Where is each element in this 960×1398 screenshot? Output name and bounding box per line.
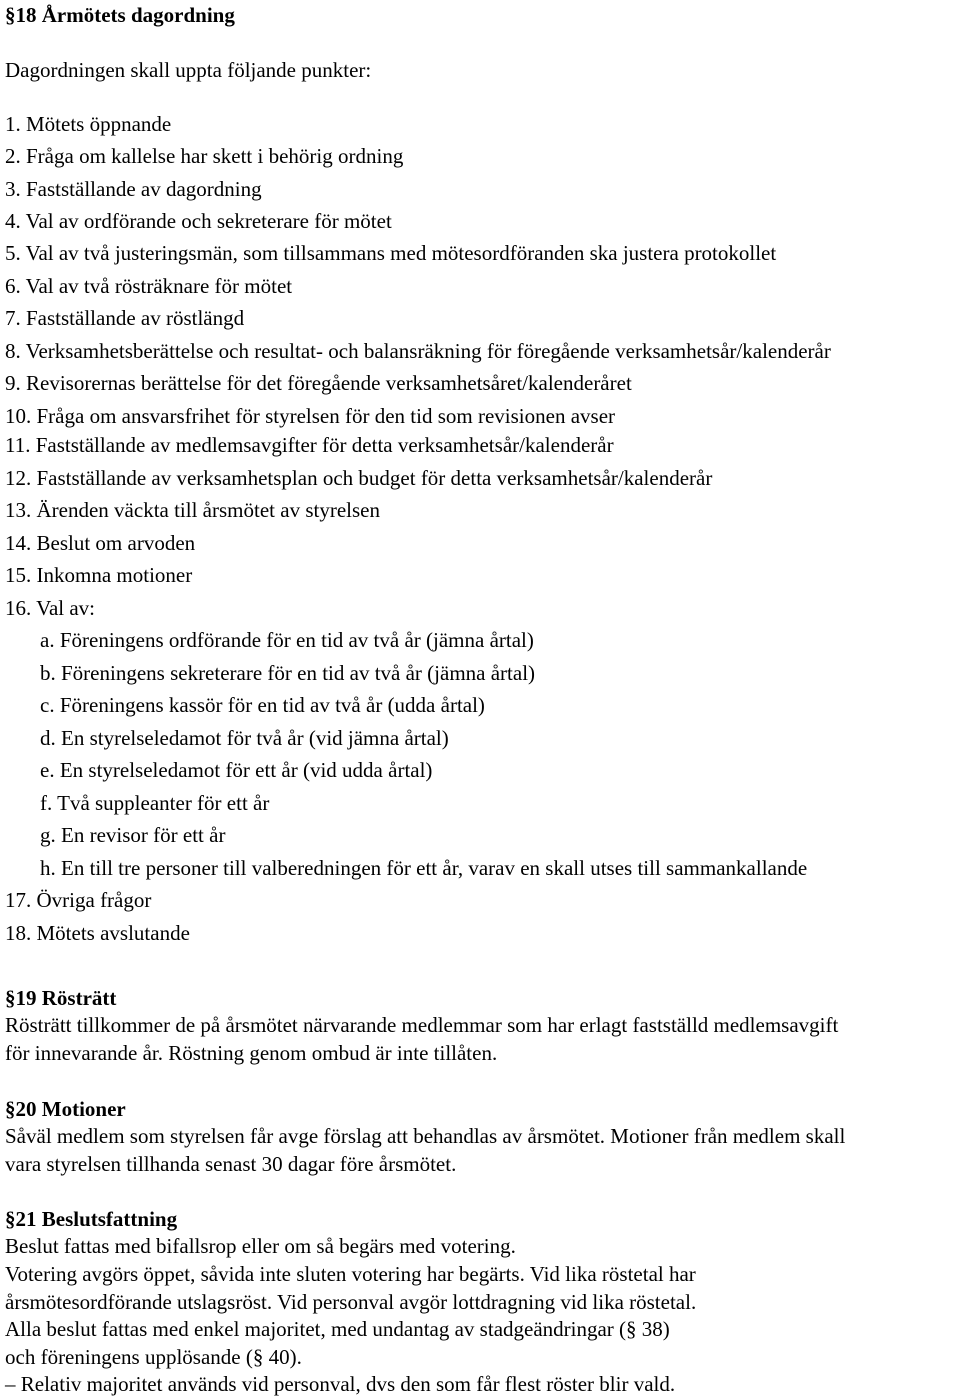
paragraph-line: vara styrelsen tillhanda senast 30 dagar före årsmötet.	[5, 1152, 457, 1176]
agenda-item: 4. Val av ordförande och sekreterare för mötet	[5, 209, 392, 233]
agenda-item: 12. Fastställande av verksamhetsplan och budget för detta verksamhetsår/kalenderår	[5, 466, 713, 490]
agenda-item: 15. Inkomna motioner	[5, 563, 193, 587]
agenda-subitem: f. Två suppleanter för ett år	[40, 791, 270, 815]
agenda-item: 13. Ärenden väckta till årsmötet av styrelsen	[5, 498, 380, 522]
agenda-subitem: d. En styrelseledamot för två år (vid jämna årtal)	[40, 726, 449, 750]
paragraph-line: årsmötesordförande utslagsröst. Vid personval avgör lottdragning vid lika röstetal.	[5, 1290, 697, 1314]
agenda-item: 2. Fråga om kallelse har skett i behörig ordning	[5, 144, 404, 168]
agenda-subitem: b. Föreningens sekreterare för en tid av två år (jämna årtal)	[40, 661, 536, 685]
agenda-item: 16. Val av:	[5, 596, 96, 620]
agenda-item: 18. Mötets avslutande	[5, 921, 190, 945]
agenda-subitem: e. En styrelseledamot för ett år (vid udda årtal)	[40, 758, 433, 782]
agenda-item: 10. Fråga om ansvarsfrihet för styrelsen för den tid som revisionen avser	[5, 404, 616, 428]
agenda-item: 7. Fastställande av röstlängd	[5, 306, 245, 330]
agenda-item: 6. Val av två rösträknare för mötet	[5, 274, 293, 298]
paragraph-line: Alla beslut fattas med enkel majoritet, med undantag av stadgeändringar (§ 38)	[5, 1317, 670, 1341]
paragraph-line: och föreningens upplösande (§ 40).	[5, 1345, 302, 1369]
agenda-item: 14. Beslut om arvoden	[5, 531, 196, 555]
paragraph-line: Såväl medlem som styrelsen får avge förslag att behandlas av årsmötet. Motioner från medlem skall	[5, 1124, 846, 1148]
agenda-item: 9. Revisorernas berättelse för det föregående verksamhetsåret/kalenderåret	[5, 371, 632, 395]
agenda-item: 1. Mötets öppnande	[5, 112, 172, 136]
paragraph-line: Beslut fattas med bifallsrop eller om så begärs med votering.	[5, 1234, 516, 1258]
agenda-item: 11. Fastställande av medlemsavgifter för detta verksamhetsår/kalenderår	[5, 433, 614, 457]
section-21-heading: §21 Beslutsfattning	[5, 1207, 178, 1231]
agenda-item: 3. Fastställande av dagordning	[5, 177, 262, 201]
agenda-item: 17. Övriga frågor	[5, 888, 152, 912]
agenda-subitem: a. Föreningens ordförande för en tid av två år (jämna årtal)	[40, 628, 534, 652]
paragraph-line: Rösträtt tillkommer de på årsmötet närvarande medlemmar som har erlagt fastställd medlemsavgift	[5, 1013, 839, 1037]
paragraph-line: för innevarande år. Röstning genom ombud är inte tillåten.	[5, 1041, 498, 1065]
section-18-heading: §18 Årmötets dagordning	[5, 3, 235, 27]
paragraph-line: Votering avgörs öppet, såvida inte sluten votering har begärts. Vid lika röstetal har	[5, 1262, 696, 1286]
section-18-intro: Dagordningen skall uppta följande punkter:	[5, 58, 372, 82]
section-19-heading: §19 Rösträtt	[5, 986, 117, 1010]
agenda-subitem: h. En till tre personer till valberedningen för ett år, varav en skall utses till sammankallande	[40, 856, 808, 880]
paragraph-line: – Relativ majoritet används vid personval, dvs den som får flest röster blir vald.	[5, 1372, 676, 1396]
agenda-item: 8. Verksamhetsberättelse och resultat- och balansräkning för föregående verksamhetsår/kalenderår	[5, 339, 831, 363]
agenda-subitem: g. En revisor för ett år	[40, 823, 226, 847]
section-20-heading: §20 Motioner	[5, 1097, 126, 1121]
agenda-subitem: c. Föreningens kassör för en tid av två år (udda årtal)	[40, 693, 485, 717]
agenda-item: 5. Val av två justeringsmän, som tillsammans med mötesordföranden ska justera protokollet	[5, 241, 777, 265]
